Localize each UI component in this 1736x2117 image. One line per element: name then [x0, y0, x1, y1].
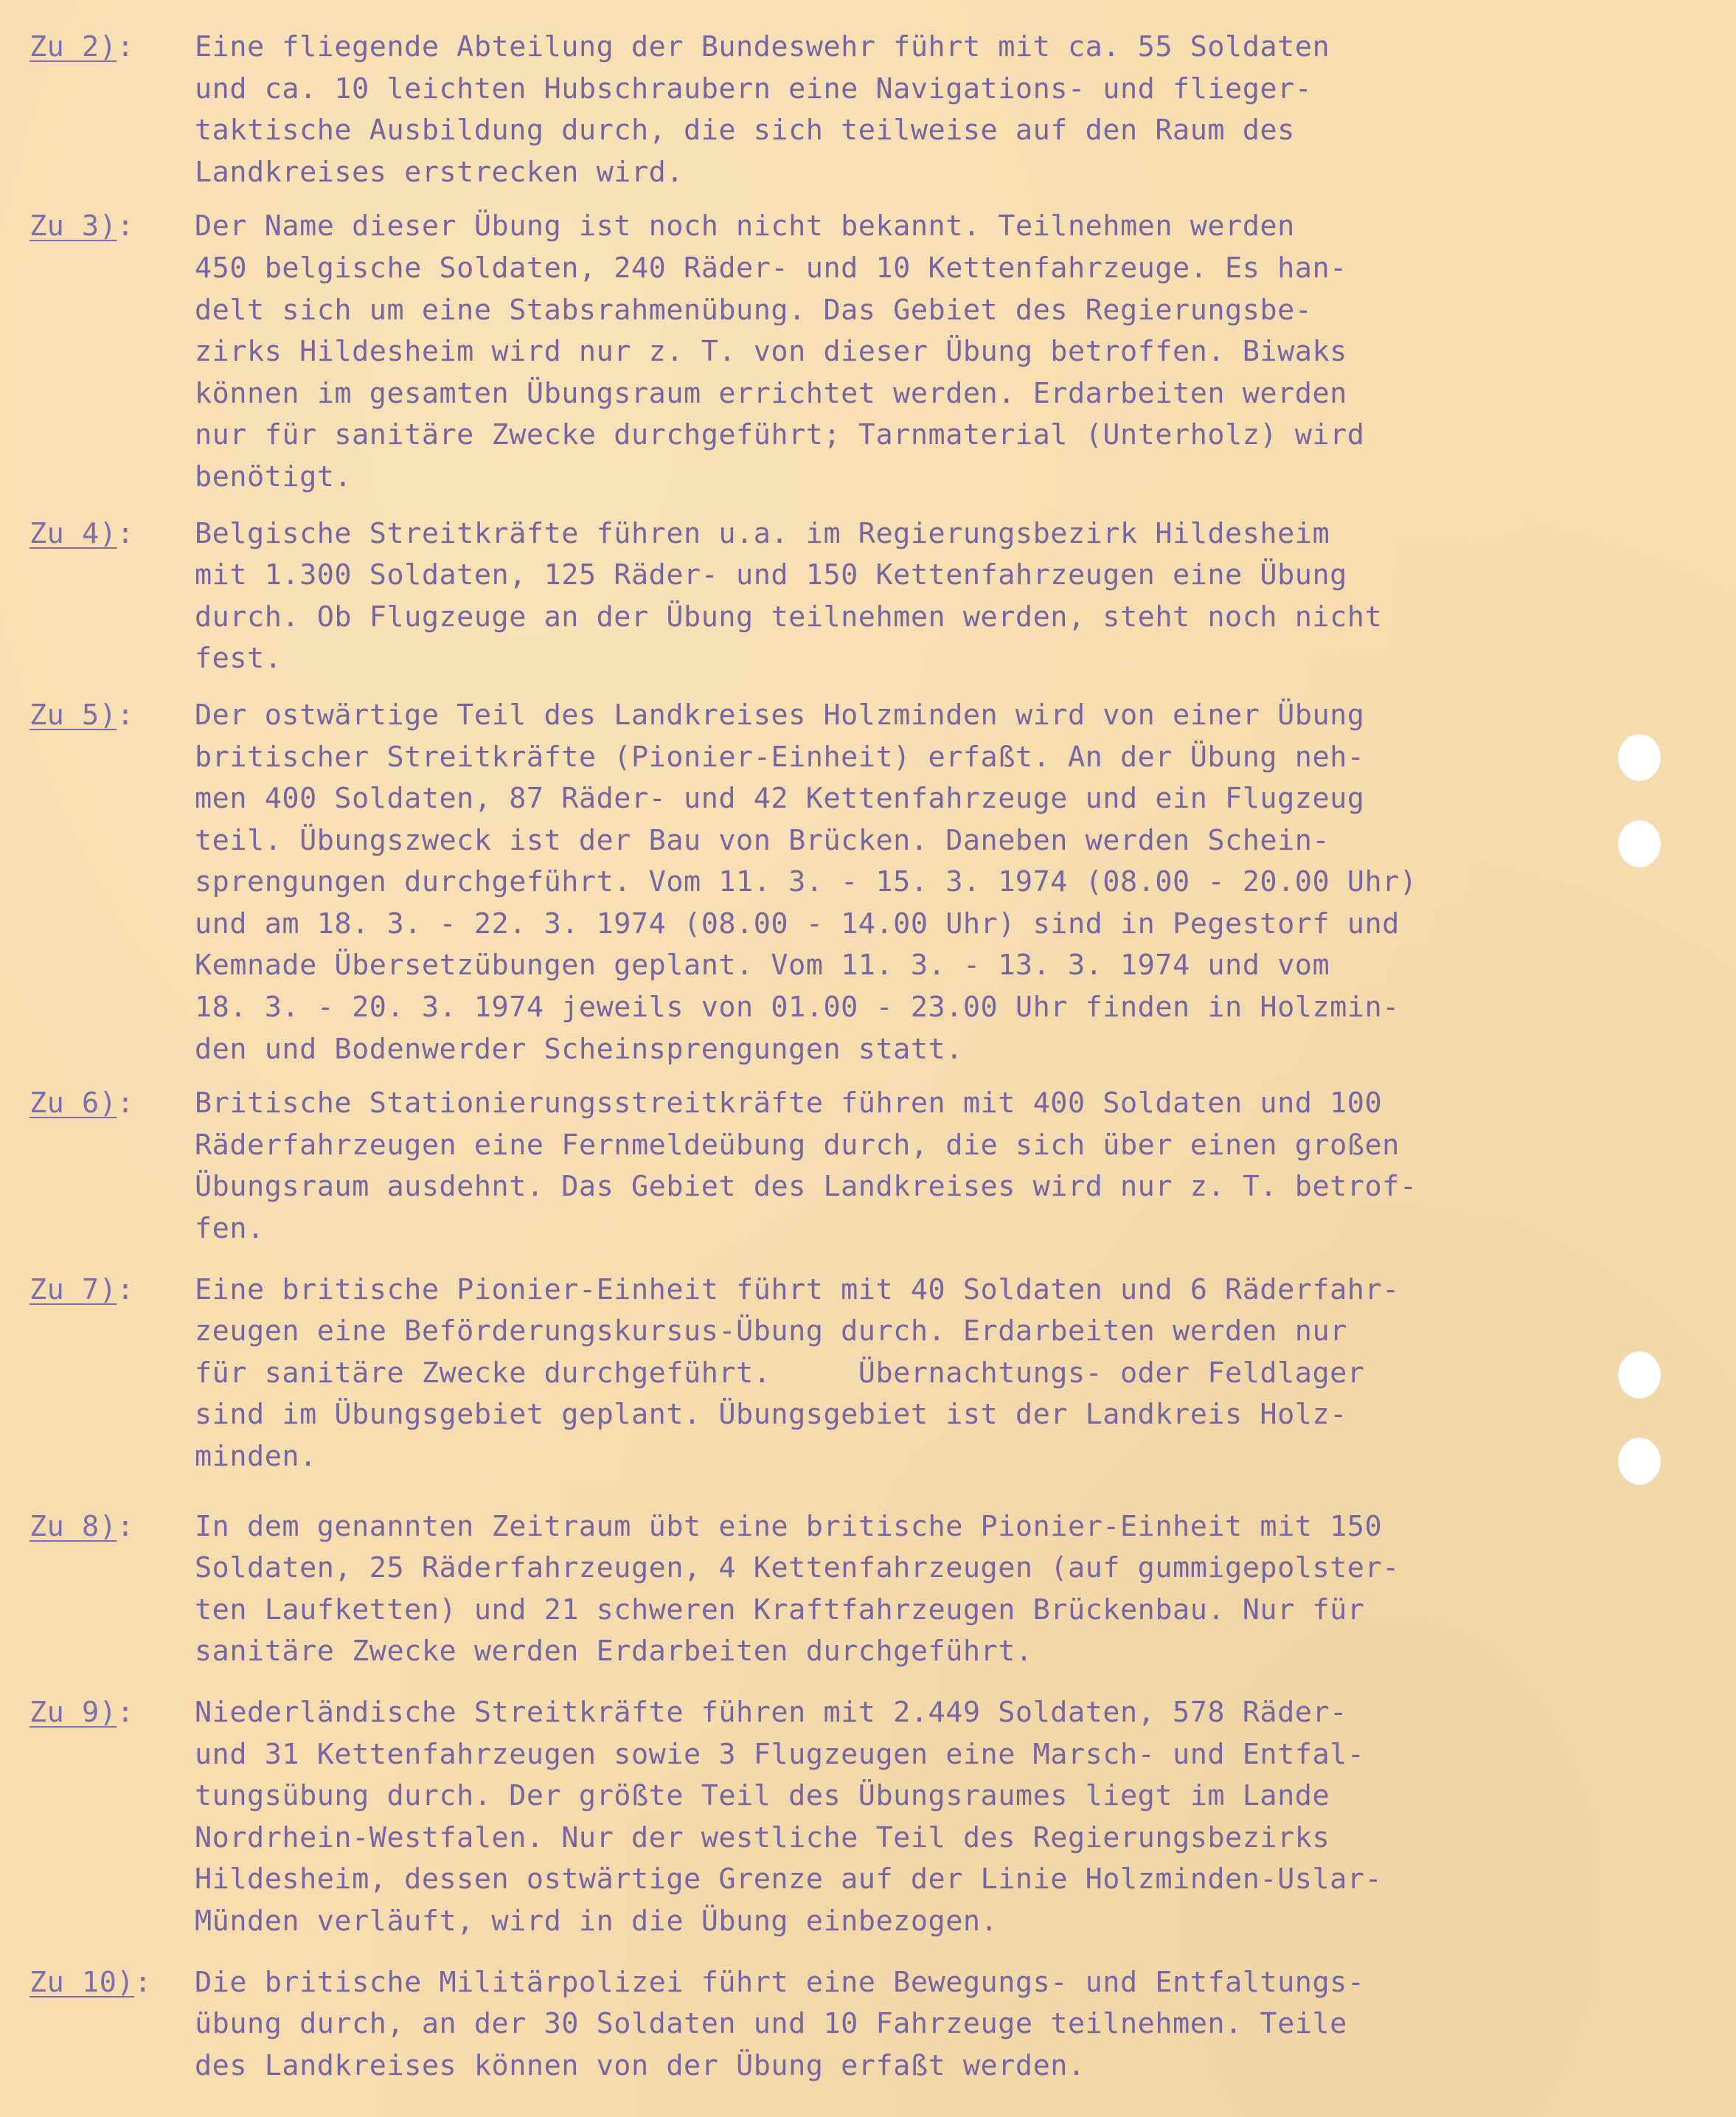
entry: [29, 206, 1608, 498]
label-prefix: Zu 2): [29, 30, 117, 63]
text-line: übung durch, an der 30 Soldaten und 10 Fahrzeuge teilnehmen. Teile: [195, 2007, 1347, 2041]
label-prefix: Zu 6): [29, 1087, 117, 1120]
text-line: können im gesamten Übungsraum errichtet werden. Erdarbeiten werden: [195, 376, 1347, 410]
text-line: ten Laufketten) und 21 schweren Kraftfahrzeugen Brückenbau. Nur für: [195, 1593, 1365, 1626]
label-prefix: Zu 5): [29, 698, 117, 732]
text-line: britischer Streitkräfte (Pionier-Einheit) erfaßt. An der Übung neh-: [195, 740, 1365, 774]
text-line: taktische Ausbildung durch, die sich teilweise auf den Raum des: [195, 114, 1295, 148]
text-line: 18. 3. - 20. 3. 1974 jeweils von 01.00 - 23.00 Uhr finden in Holzmin-: [195, 991, 1400, 1025]
entry: [29, 1083, 1608, 1250]
label-prefix: Zu 9): [29, 1695, 117, 1729]
punch-hole: [1618, 1438, 1661, 1485]
text-line: nur für sanitäre Zwecke durchgeführt; Tarnmaterial (Unterholz) wird: [195, 418, 1365, 452]
text-line: Eine fliegende Abteilung der Bundeswehr führt mit ca. 55 Soldaten: [195, 30, 1330, 63]
text-line: Nordrhein-Westfalen. Nur der westliche Teil des Regierungsbezirks: [195, 1820, 1330, 1854]
entry-label: Zu 8):: [29, 1509, 135, 1543]
entry: [29, 1692, 1608, 1943]
punch-hole: [1618, 734, 1661, 781]
entry: [29, 1269, 1608, 1478]
entry-text: [195, 1692, 1608, 1943]
text-line: In dem genannten Zeitraum übt eine britische Pionier-Einheit mit 150: [195, 1509, 1383, 1543]
entry-text: [195, 206, 1608, 498]
entry-label: Zu 7):: [29, 1272, 135, 1306]
entry-text: [195, 1269, 1608, 1478]
text-line: und 31 Kettenfahrzeugen sowie 3 Flugzeugen eine Marsch- und Entfal-: [195, 1737, 1365, 1771]
entry: [29, 513, 1608, 680]
text-line: Die britische Militärpolizei führt eine Bewegungs- und Entfaltungs-: [195, 1965, 1365, 1999]
entry-text: [195, 1083, 1608, 1250]
text-line: durch. Ob Flugzeuge an der Übung teilnehmen werden, steht noch nicht: [195, 600, 1383, 634]
entry-label: Zu 9):: [29, 1695, 135, 1729]
entry-text: [195, 1962, 1608, 2087]
entry: [29, 27, 1608, 193]
text-line: zeugen eine Beförderungskursus-Übung durch. Erdarbeiten werden nur: [195, 1314, 1347, 1348]
text-line: Kemnade Übersetzübungen geplant. Vom 11. 3. - 13. 3. 1974 und vom: [195, 949, 1330, 983]
text-line: Belgische Streitkräfte führen u.a. im Regierungsbezirk Hildesheim: [195, 516, 1330, 550]
text-line: Soldaten, 25 Räderfahrzeugen, 4 Kettenfahrzeugen (auf gummigepolster-: [195, 1551, 1400, 1585]
label-prefix: Zu 10): [29, 1965, 135, 1999]
text-line: 450 belgische Soldaten, 240 Räder- und 10 Kettenfahrzeuge. Es han-: [195, 251, 1347, 285]
label-prefix: Zu 7): [29, 1272, 117, 1306]
text-line: fen.: [195, 1212, 265, 1246]
text-line: zirks Hildesheim wird nur z. T. von dieser Übung betroffen. Biwaks: [195, 335, 1347, 369]
text-line: benötigt.: [195, 460, 353, 493]
text-line: Hildesheim, dessen ostwärtige Grenze auf der Linie Holzminden-Uslar-: [195, 1863, 1383, 1896]
text-line: fest.: [195, 642, 282, 676]
text-line: Britische Stationierungsstreitkräfte führen mit 400 Soldaten und 100: [195, 1087, 1383, 1120]
text-line: Niederländische Streitkräfte führen mit 2.449 Soldaten, 578 Räder-: [195, 1695, 1347, 1729]
text-line: Übungsraum ausdehnt. Das Gebiet des Landkreises wird nur z. T. betrof-: [195, 1170, 1417, 1204]
entry-text: [195, 513, 1608, 680]
entry-label: Zu 6):: [29, 1087, 135, 1120]
text-line: Münden verläuft, wird in die Übung einbezogen.: [195, 1904, 999, 1938]
text-line: des Landkreises können von der Übung erfaßt werden.: [195, 2048, 1086, 2082]
entry: [29, 695, 1608, 1070]
entry: [29, 1506, 1608, 1673]
text-line: sprengungen durchgeführt. Vom 11. 3. - 15. 3. 1974 (08.00 - 20.00 Uhr): [195, 865, 1417, 899]
text-line: Der ostwärtige Teil des Landkreises Holzminden wird von einer Übung: [195, 698, 1365, 732]
text-line: Landkreises erstrecken wird.: [195, 155, 684, 189]
entry-label: Zu 2):: [29, 30, 135, 63]
entry-label: Zu 3):: [29, 209, 135, 243]
entry-label: Zu 5):: [29, 698, 135, 732]
text-line: Räderfahrzeugen eine Fernmeldeübung durch, die sich über einen großen: [195, 1128, 1400, 1162]
text-line: und ca. 10 leichten Hubschraubern eine Navigations- und flieger-: [195, 72, 1313, 105]
text-line: men 400 Soldaten, 87 Räder- und 42 Kettenfahrzeuge und ein Flugzeug: [195, 782, 1365, 816]
entry-text: [195, 27, 1608, 193]
text-line: und am 18. 3. - 22. 3. 1974 (08.00 - 14.00 Uhr) sind in Pegestorf und: [195, 907, 1400, 940]
entry-label: Zu 10):: [29, 1965, 152, 1999]
text-line: minden.: [195, 1440, 317, 1473]
punch-hole: [1618, 820, 1661, 867]
entry-label: Zu 4):: [29, 516, 135, 550]
label-prefix: Zu 4): [29, 516, 117, 550]
entries-list: [29, 27, 1608, 2087]
text-line: sanitäre Zwecke werden Erdarbeiten durchgeführt.: [195, 1635, 1033, 1669]
label-prefix: Zu 3): [29, 209, 117, 243]
entry-text: [195, 1506, 1608, 1673]
text-line: teil. Übungszweck ist der Bau von Brücken. Daneben werden Schein-: [195, 823, 1330, 857]
label-prefix: Zu 8): [29, 1509, 117, 1543]
text-line: delt sich um eine Stabsrahmenübung. Das Gebiet des Regierungsbe-: [195, 293, 1313, 327]
text-line: für sanitäre Zwecke durchgeführt. Übernachtungs- oder Feldlager: [195, 1356, 1365, 1390]
entry: [29, 1962, 1608, 2087]
text-line: sind im Übungsgebiet geplant. Übungsgebiet ist der Landkreis Holz-: [195, 1398, 1347, 1432]
text-line: mit 1.300 Soldaten, 125 Räder- und 150 Kettenfahrzeugen eine Übung: [195, 558, 1347, 592]
text-line: den und Bodenwerder Scheinsprengungen statt.: [195, 1032, 963, 1066]
text-line: tungsübung durch. Der größte Teil des Übungsraumes liegt im Lande: [195, 1779, 1330, 1813]
text-line: Eine britische Pionier-Einheit führt mit 40 Soldaten und 6 Räderfahr-: [195, 1272, 1400, 1306]
entry-text: [195, 695, 1608, 1070]
text-line: Der Name dieser Übung ist noch nicht bekannt. Teilnehmen werden: [195, 209, 1295, 243]
punch-hole: [1618, 1351, 1661, 1399]
